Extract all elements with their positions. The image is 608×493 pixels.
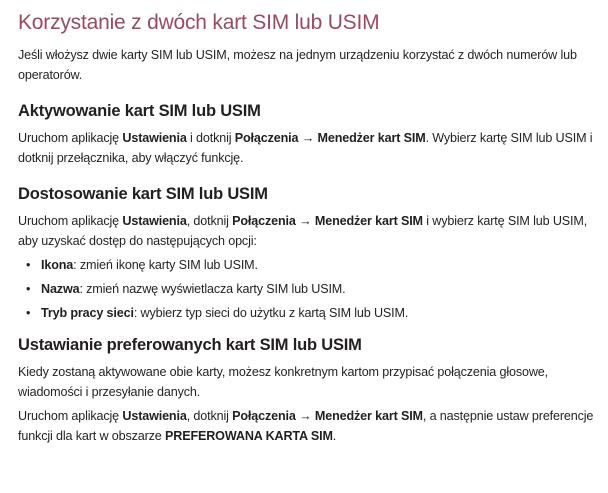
section-activate-sim xyxy=(18,100,596,168)
option-description: : wybierz typ sieci do użytku z kartą SIM lub USIM. xyxy=(133,306,409,320)
settings-app-name: Ustawienia xyxy=(122,214,187,228)
connections-label: Połączenia xyxy=(232,214,296,228)
bullet-glyph: • xyxy=(26,282,31,296)
section-heading: Ustawianie preferowanych kart SIM lub USIM xyxy=(18,336,362,354)
arrow-glyph: → xyxy=(299,214,312,228)
intro-paragraph: Jeśli włożysz dwie karty SIM lub USIM, możesz na jednym urządzeniu korzystać z dwóch numerów lub operatorów. xyxy=(18,48,577,82)
page-title: Korzystanie z dwóch kart SIM lub USIM xyxy=(18,11,380,34)
option-description: : zmień nazwę wyświetlacza karty SIM lub USIM. xyxy=(79,282,346,296)
settings-app-name: Ustawienia xyxy=(122,131,187,145)
arrow-glyph: → xyxy=(301,131,315,145)
sim-manager-label: Menedżer kart SIM xyxy=(317,131,426,145)
section-paragraph: Kiedy zostaną aktywowane obie karty, możesz konkretnym kartom przypisać połączenia głosowe, wiadomości i przesyłanie danych. xyxy=(18,365,548,399)
bullet-glyph: • xyxy=(26,258,31,272)
arrow-glyph: → xyxy=(299,409,312,423)
section-customize-sim xyxy=(18,183,596,323)
bullet-glyph: • xyxy=(26,306,31,320)
options-list xyxy=(18,255,596,323)
section-paragraph: Uruchom aplikację Ustawienia i dotknij Połączenia → Menedżer kart SIM. Wybierz kartę SIM lub USIM i dotknij przełącznika, aby włączyć funkcję. xyxy=(18,131,593,165)
option-term: Tryb pracy sieci xyxy=(41,306,134,320)
connections-label: Połączenia xyxy=(232,409,296,423)
list-item xyxy=(18,279,596,299)
option-term: Ikona xyxy=(41,258,74,272)
settings-app-name: Ustawienia xyxy=(122,409,187,423)
section-paragraph: Uruchom aplikację Ustawienia, dotknij Połączenia → Menedżer kart SIM i wybierz kartę SIM lub USIM, aby uzyskać dostęp do następujących opcji: xyxy=(18,214,588,248)
option-description: : zmień ikonę karty SIM lub USIM. xyxy=(73,258,258,272)
section-heading: Aktywowanie kart SIM lub USIM xyxy=(18,102,261,120)
sim-manager-label: Menedżer kart SIM xyxy=(314,214,423,228)
connections-label: Połączenia xyxy=(234,131,299,145)
option-term: Nazwa xyxy=(41,282,80,296)
section-preferred-sim xyxy=(18,334,596,446)
list-item xyxy=(18,303,596,323)
section-paragraph: Uruchom aplikację Ustawienia, dotknij Połączenia → Menedżer kart SIM, a następnie ustaw preferencje funkcji dla kart w obszarze PREFEROWANA KARTA SIM. xyxy=(18,409,594,443)
section-heading: Dostosowanie kart SIM lub USIM xyxy=(18,185,268,203)
sim-manager-label: Menedżer kart SIM xyxy=(314,409,423,423)
list-item xyxy=(18,255,596,275)
preferred-sim-label: PREFEROWANA KARTA SIM xyxy=(165,429,333,443)
